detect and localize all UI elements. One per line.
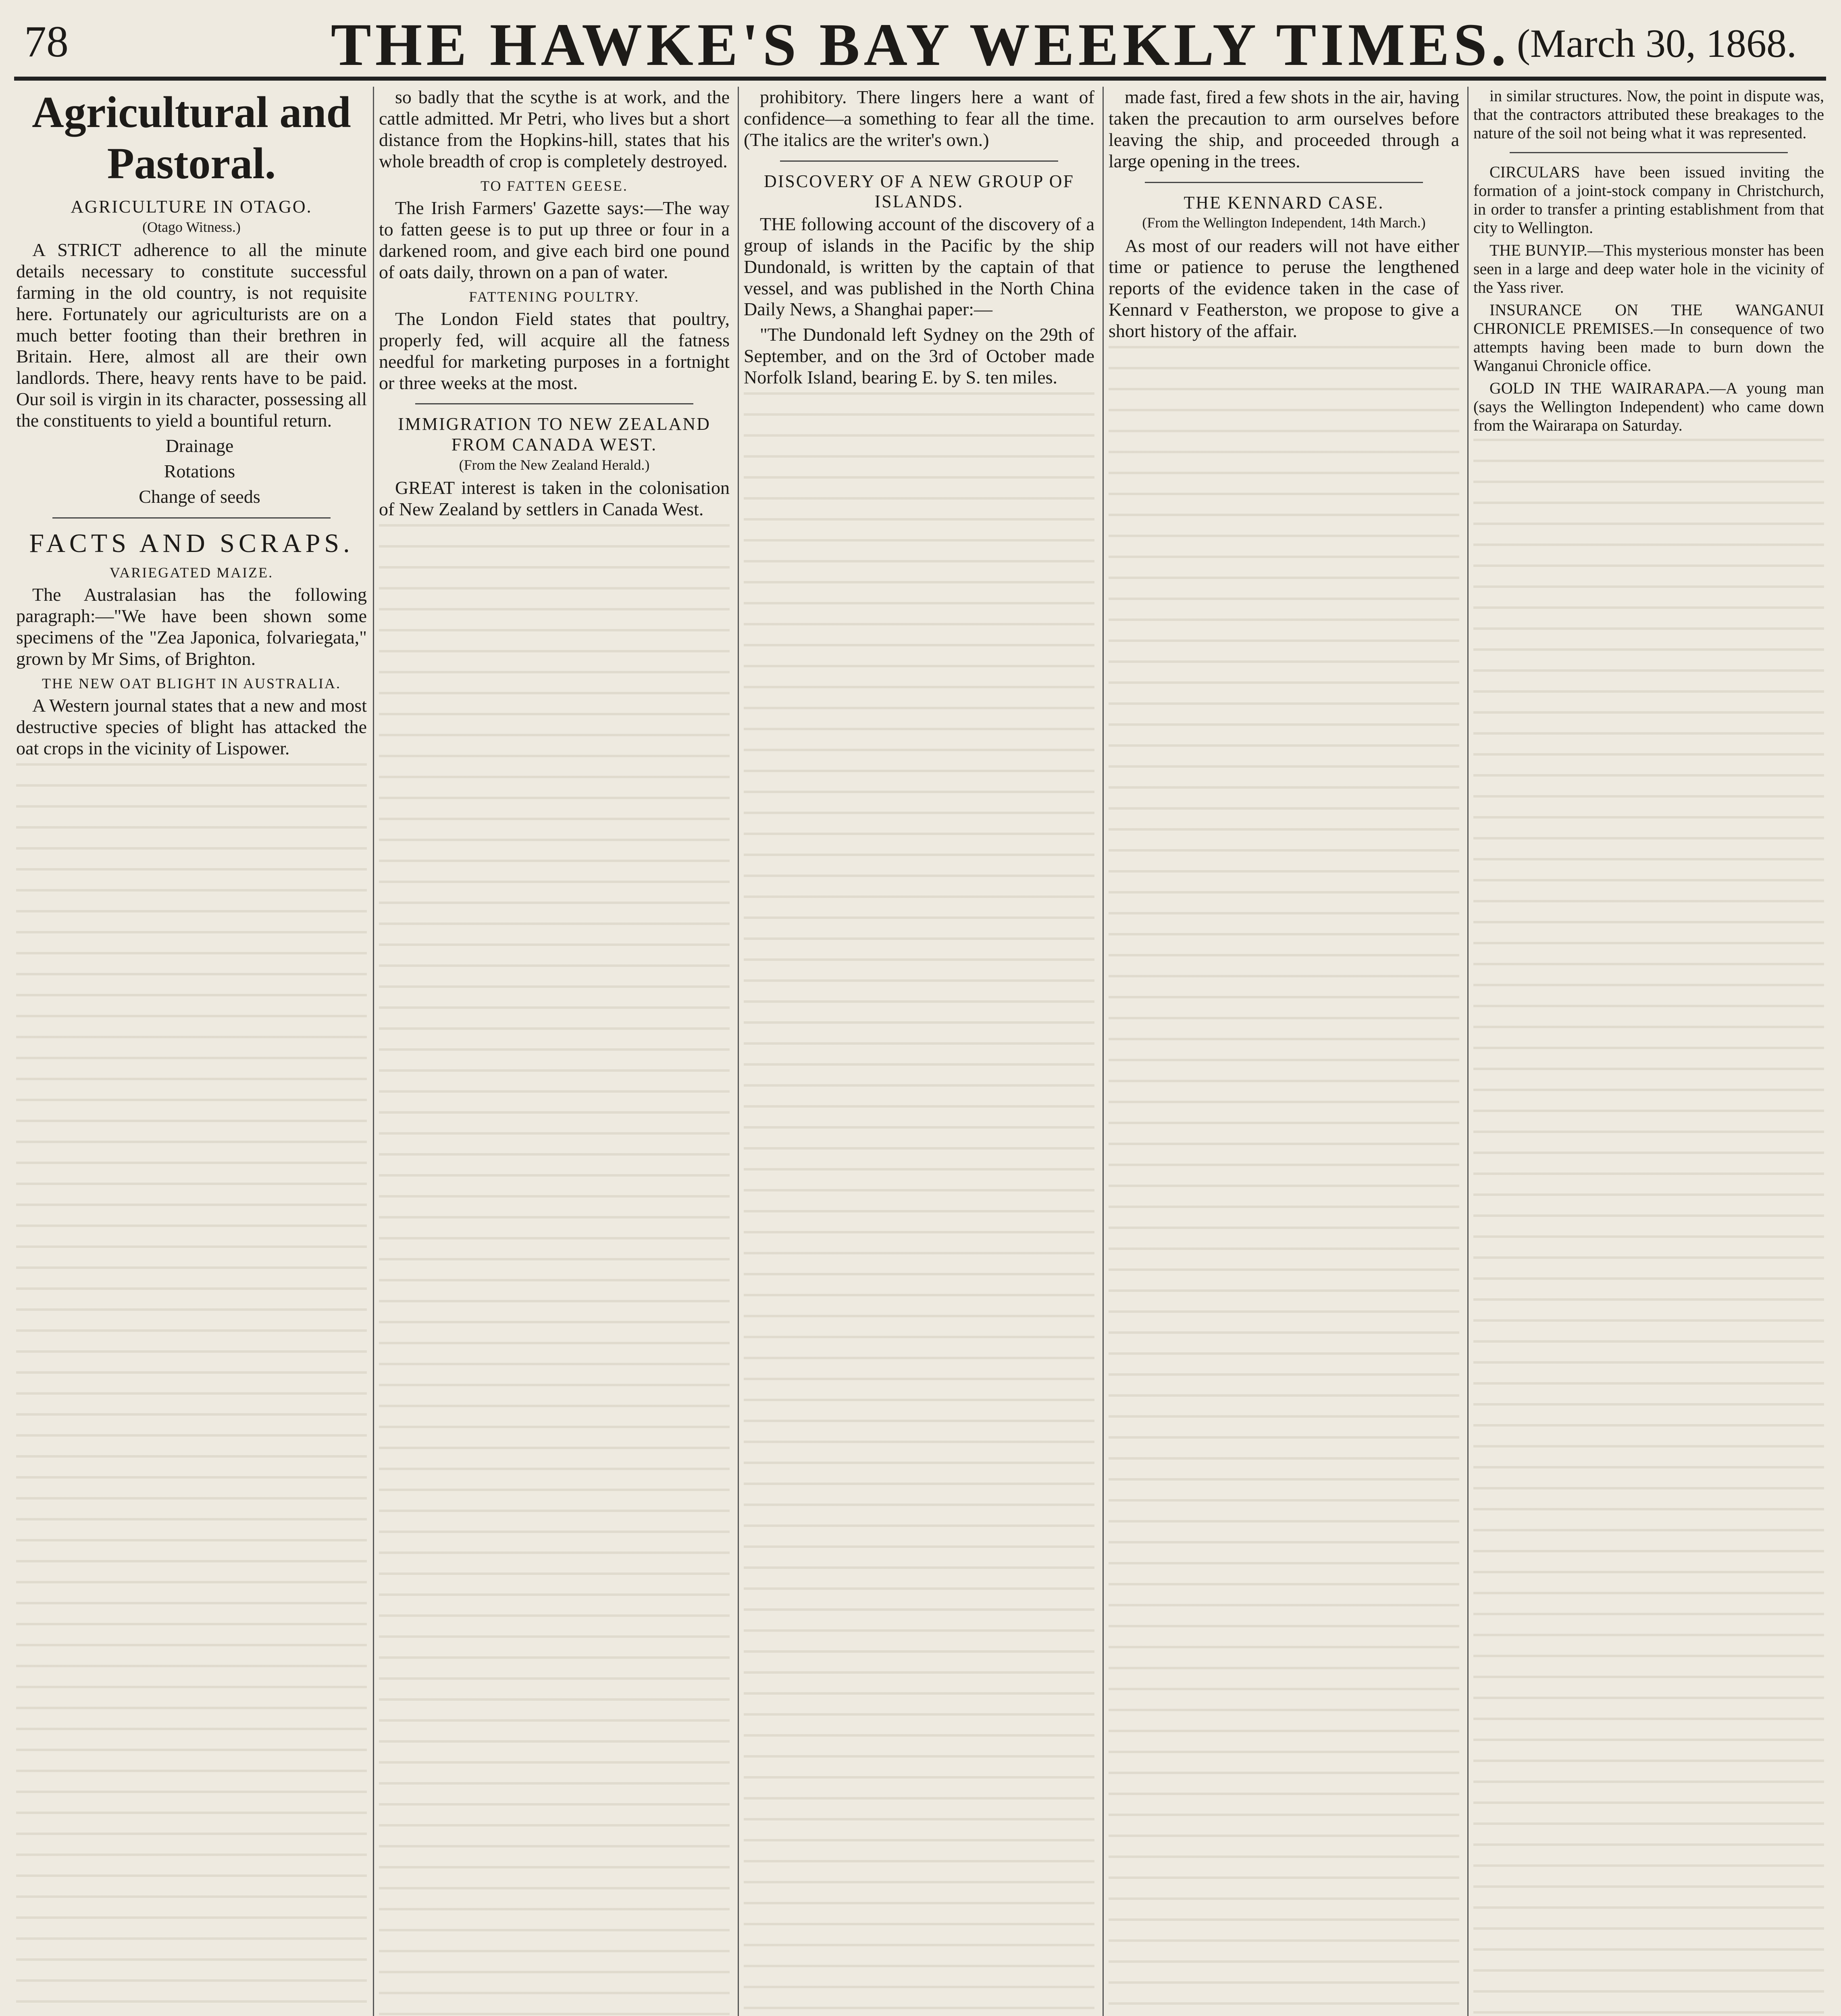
masthead-rule <box>14 77 1826 81</box>
article-source: (Otago Witness.) <box>142 219 241 235</box>
article-paragraph: CIRCULARS have been issued inviting the formation of a joint-stock company in Christchurch, in order to transfer a printing establishment from that city to Wellington. <box>1473 163 1824 237</box>
list-item: Change of seeds <box>139 486 260 507</box>
divider <box>415 403 693 404</box>
article-headline: DISCOVERY OF A NEW GROUP OF ISLANDS. <box>763 171 1075 212</box>
divider <box>52 517 331 519</box>
column-4 <box>1109 87 1459 2016</box>
article-paragraph: GOLD IN THE WAIRARAPA.—A young man (says the Wellington Independent) who came down from the Wairarapa on Saturday. <box>1473 379 1824 434</box>
article-paragraph: The Irish Farmers' Gazette says:—The way to fatten geese is to put up three or four in a darkened room, and give each bird one pound of oats daily, thrown on a pan of water. <box>379 197 730 282</box>
subheading: VARIEGATED MAIZE. <box>109 564 274 581</box>
divider <box>780 160 1058 162</box>
article-paragraph: A Western journal states that a new and most destructive species of blight has attacked the oat crops in the vicinity of Lispower. <box>16 695 367 758</box>
article-paragraph: THE BUNYIP.—This mysterious monster has been seen in a large and deep water hole in the vicinity of the Yass river. <box>1473 241 1824 296</box>
article-paragraph: GREAT interest is taken in the colonisation of New Zealand by settlers in Canada West. <box>379 477 730 519</box>
article-paragraph: As most of our readers will not have either time or patience to peruse the lengthened reports of the evidence taken in the case of Kennard v Featherston, we propose to give a short history of the affair. <box>1109 235 1459 342</box>
article-source: (From the Wellington Independent, 14th March.) <box>1142 215 1426 231</box>
column-rule <box>1103 87 1104 2016</box>
newspaper-title: THE HAWKE'S BAY WEEKLY TIMES. <box>331 11 1510 78</box>
article-paragraph: so badly that the scythe is at work, and the cattle admitted. Mr Petri, who lives but a short distance from the Hopkins-hill, states that his whole breadth of crop is completely destroyed. <box>379 87 730 171</box>
article-paragraph: The London Field states that poultry, properly fed, will acquire all the fatness needful for marketing purposes in a fortnight or three weeks at the most. <box>379 308 730 393</box>
column-5 <box>1473 87 1824 2016</box>
column-rule <box>373 87 374 2016</box>
article-headline: THE KENNARD CASE. <box>1184 192 1384 212</box>
article-paragraph: The Australasian has the following paragraph:—"We have been shown some specimens of the "Zea Japonica, folvariegata," grown by Mr Sims, of Brighton. <box>16 584 367 669</box>
text-body-placeholder <box>744 392 1094 2016</box>
subheading: FATTENING POULTRY. <box>469 288 640 305</box>
article-paragraph: in similar structures. Now, the point in dispute was, that the contractors attributed these breakages to the nature of the soil not being what it was represented. <box>1473 87 1824 142</box>
article-paragraph: THE following account of the discovery of a group of islands in the Pacific by the ship Dundonald, is written by the captain of that vessel, and was published in the North China Daily News, a Shanghai paper:— <box>744 213 1094 320</box>
column-1 <box>16 87 367 2016</box>
column-rule <box>1467 87 1469 2016</box>
text-body-placeholder <box>1109 346 1459 2016</box>
article-source: (From the New Zealand Herald.) <box>459 456 650 473</box>
divider <box>1145 182 1423 183</box>
column-3 <box>744 87 1094 2016</box>
article-headline: AGRICULTURE IN OTAGO. <box>71 197 312 217</box>
subheading: THE NEW OAT BLIGHT IN AUSTRALIA. <box>42 675 341 691</box>
article-paragraph: "The Dundonald left Sydney on the 29th of September, and on the 3rd of October made Norfolk Island, bearing E. by S. ten miles. <box>744 324 1094 388</box>
text-body-placeholder <box>379 524 730 2016</box>
column-2 <box>379 87 730 2016</box>
list-item: Rotations <box>164 460 235 481</box>
issue-date: (March 30, 1868. <box>1516 21 1797 66</box>
article-paragraph: INSURANCE ON THE WANGANUI CHRONICLE PREMISES.—In consequence of two attempts having been made to burn down the Wanganui Chronicle office. <box>1473 301 1824 375</box>
article-paragraph: made fast, fired a few shots in the air, having taken the precaution to arm ourselves before leaving the ship, and proceeded through a large opening in the trees. <box>1109 87 1459 171</box>
column-rule <box>738 87 739 2016</box>
list-item: Drainage <box>165 435 234 456</box>
section-title: Agricultural and Pastoral. <box>32 87 351 188</box>
article-paragraph: prohibitory. There lingers here a want of confidence—a something to fear all the time. (The italics are the writer's own.) <box>744 87 1094 150</box>
page-number: 78 <box>24 17 69 66</box>
text-body-placeholder <box>16 763 367 2016</box>
subheading: TO FATTEN GEESE. <box>481 177 628 194</box>
text-body-placeholder <box>1473 439 1824 2016</box>
article-headline: IMMIGRATION TO NEW ZEALAND FROM CANADA WEST. <box>398 414 711 455</box>
section-heading: FACTS AND SCRAPS. <box>29 528 354 558</box>
divider <box>1510 152 1788 153</box>
masthead <box>0 0 1841 81</box>
article-paragraph: A STRICT adherence to all the minute details necessary to constitute successful farming in the old country, is not requisite here. Fortunately our agriculturists are on a much better footing than their brethren in Britain. Here, almost all are their own landlords. There, heavy rents have to be paid. Our soil is virgin in its character, possessing all the constituents to yield a bountiful return. <box>16 239 367 431</box>
